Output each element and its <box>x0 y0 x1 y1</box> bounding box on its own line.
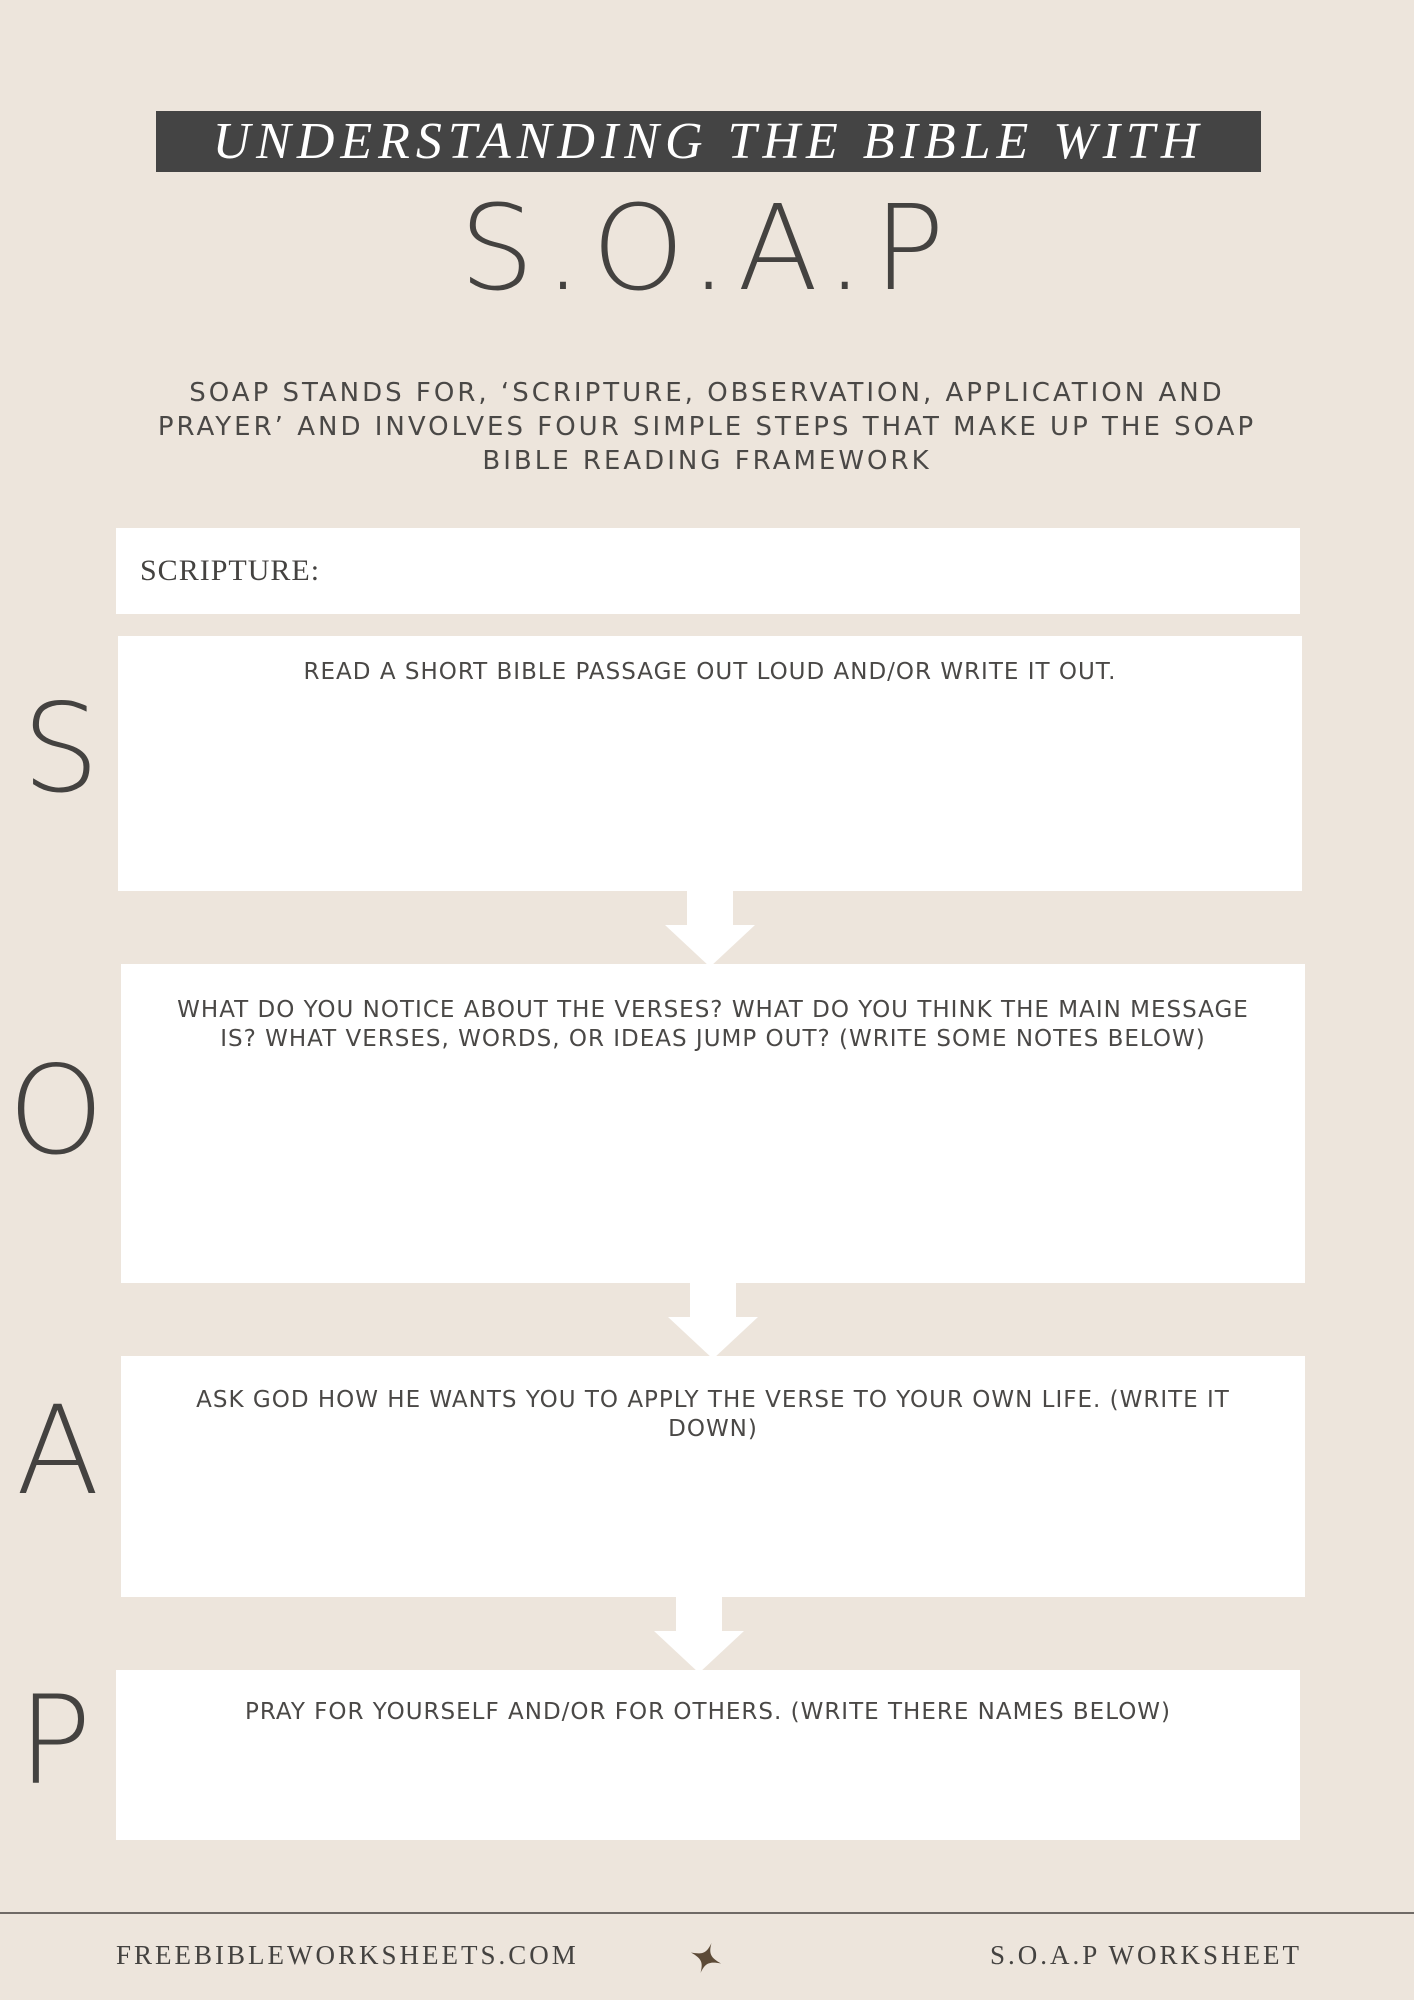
application-prompt: ASK GOD HOW HE WANTS YOU TO APPLY THE VERSE TO YOUR OWN LIFE. (WRITE IT DOWN) <box>196 1387 1230 1442</box>
footer-divider <box>0 1912 1414 1914</box>
footer-website: FREEBIBLEWORKSHEETS.COM <box>116 1940 579 1970</box>
letter-a: A <box>16 1380 100 1522</box>
banner-text: UNDERSTANDING THE BIBLE WITH <box>212 112 1205 170</box>
application-box[interactable] <box>121 1356 1305 1597</box>
scripture-prompt: READ A SHORT BIBLE PASSAGE OUT LOUD AND/OR WRITE IT OUT. <box>303 659 1117 685</box>
arrow-down-icon <box>668 1283 758 1359</box>
letter-o: O <box>8 1040 105 1182</box>
arrow-down-icon <box>654 1597 744 1673</box>
scripture-label: SCRIPTURE: <box>140 554 321 587</box>
intro-text: SOAP STANDS FOR, ‘SCRIPTURE, OBSERVATION, APPLICATION AND PRAYER’ AND INVOLVES FOUR SIMPLE STEPS THAT MAKE UP THE SOAP BIBLE READING FRAMEWORK <box>157 378 1257 476</box>
prayer-prompt: PRAY FOR YOURSELF AND/OR FOR OTHERS. (WRITE THERE NAMES BELOW) <box>244 1699 1172 1725</box>
observation-box[interactable] <box>121 964 1305 1283</box>
prayer-box[interactable] <box>116 1670 1300 1840</box>
letter-s: S <box>22 678 100 820</box>
scripture-box[interactable] <box>118 636 1302 891</box>
page-title: S.O.A.P <box>459 179 955 317</box>
letter-p: P <box>18 1670 92 1812</box>
footer-label: S.O.A.P WORKSHEET <box>989 1940 1302 1970</box>
title-banner <box>156 111 1261 172</box>
observation-prompt: WHAT DO YOU NOTICE ABOUT THE VERSES? WHAT DO YOU THINK THE MAIN MESSAGE IS? WHAT VERSES, WORDS, OR IDEAS JUMP OUT? (WRITE SOME NOTES BELOW) <box>177 997 1249 1052</box>
sparkle-star-icon <box>690 1942 722 1974</box>
scripture-field[interactable] <box>116 528 1300 614</box>
arrow-down-icon <box>665 891 755 967</box>
